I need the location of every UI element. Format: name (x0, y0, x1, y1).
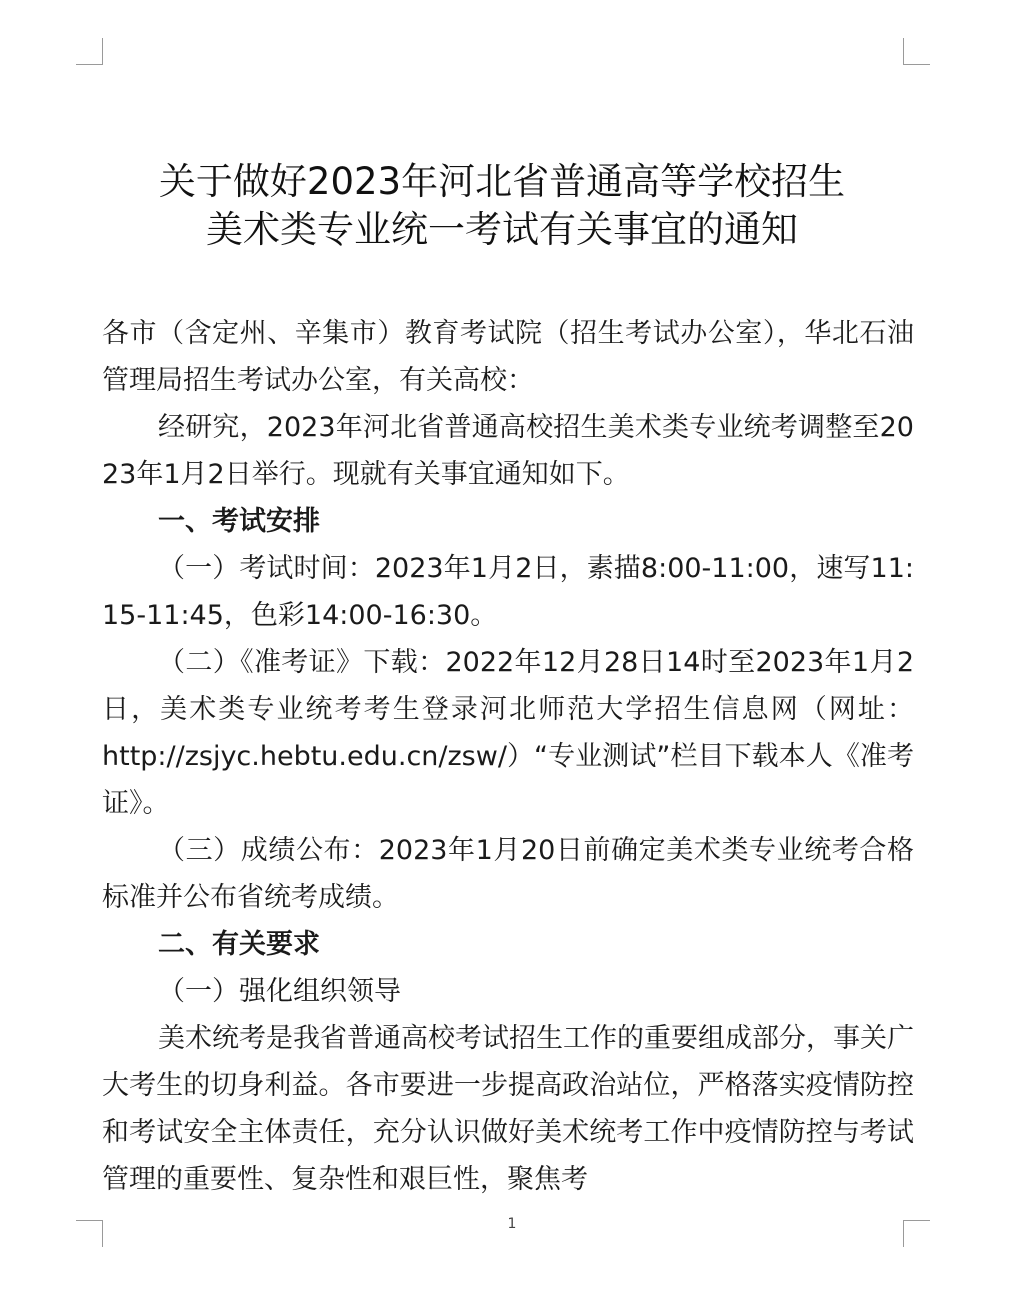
section-heading-exam-arrangement: 一、考试安排 (158, 506, 320, 537)
exam-time-paragraph: （一）考试时间：2023年1月2日，素描8:00-11:00，速写11:15-11:45，色彩14:00-16:30。 (102, 553, 914, 631)
intro-paragraph: 经研究，2023年河北省普通高校招生美术类专业统考调整至2023年1月2日举行。现就有关事宜通知如下。 (102, 412, 914, 490)
admission-ticket-url: http://zsjyc.hebtu.edu.cn/zsw/ (102, 741, 507, 772)
salutation: 各市（含定州、辛集市）教育考试院（招生考试办公室），华北石油管理局招生考试办公室，有关高校： (102, 318, 914, 396)
admission-ticket-paragraph (102, 639, 914, 827)
corner-mark-top-right (903, 38, 930, 65)
title-line-1: 关于做好2023年河北省普通高等学校招生 (158, 160, 846, 203)
corner-mark-top-left (76, 38, 103, 65)
document-title (90, 158, 914, 254)
organization-paragraph: 美术统考是我省普通高校考试招生工作的重要组成部分，事关广大考生的切身利益。各市要进一步提高政治站位，严格落实疫情防控和考试安全主体责任，充分认识做好美术统考工作中疫情防控与考试管理的重要性、复杂性和艰巨性，聚焦考 (102, 1023, 914, 1195)
section-heading-requirements: 二、有关要求 (158, 929, 320, 960)
score-release-paragraph: （三）成绩公布：2023年1月20日前确定美术类专业统考合格标准并公布省统考成绩。 (102, 835, 914, 913)
page-number: 1 (507, 1216, 517, 1232)
admission-ticket-text-end: ）“专业测试”栏目下载本人《准考证》。 (102, 741, 914, 819)
title-line-2: 美术类专业统一考试有关事宜的通知 (206, 208, 798, 251)
admission-ticket-text: （二）《准考证》下载：2022年12月28日14时至2023年1月2日，美术类专业统考考生登录河北师范大学招生信息网（网址： (102, 647, 914, 725)
document-body (102, 310, 914, 1203)
subsection-heading-organization: （一）强化组织领导 (158, 976, 401, 1007)
